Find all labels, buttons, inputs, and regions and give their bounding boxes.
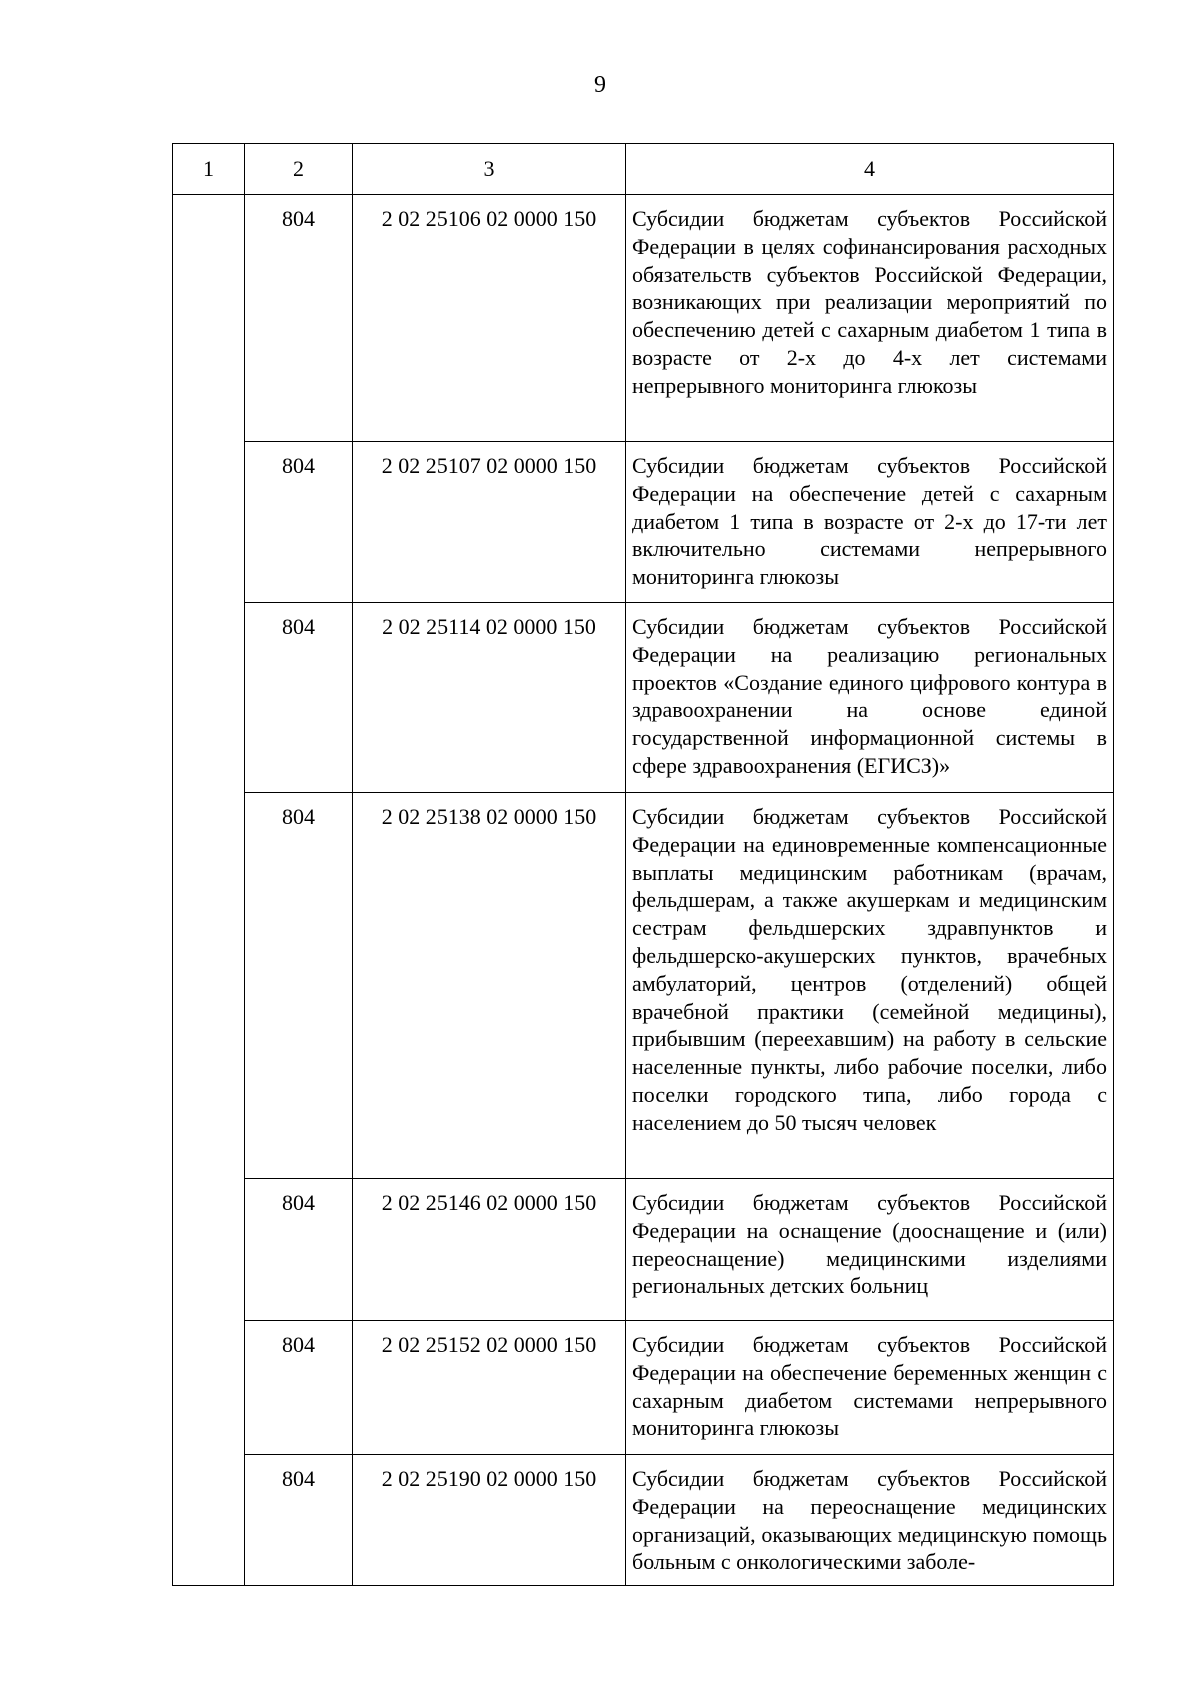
table-row <box>173 793 1114 1179</box>
header-col-4: 4 <box>626 144 1114 195</box>
description-cell: Субсидии бюджетам субъектов Российской Федерации на обеспечение беременных женщин с сахарным диабетом системами непрерывного мониторинга глюкозы <box>626 1321 1114 1455</box>
description-cell: Субсидии бюджетам субъектов Российской Федерации на единовременные компенсационные выплаты медицинским работникам (врачам, фельдшерам, а также акушеркам и медицинским сестрам фельдшерских здравпунктов и фельдшерско-акушерских пунктов, врачебных амбулаторий, центров (отделений) общей врачебной практики (семейной медицины), прибывшим (переехавшим) на работу в сельские населенные пункты, либо рабочие поселки, либо поселки городского типа, либо города с населением до 50 тысяч человек <box>626 793 1114 1179</box>
budget-code-cell: 2 02 25146 02 0000 150 <box>353 1179 626 1321</box>
description-cell: Субсидии бюджетам субъектов Российской Федерации на реализацию региональных проектов «Создание единого цифрового контура в здравоохранении на основе единой государственной информационной системы в сфере здравоохранения (ЕГИСЗ)» <box>626 603 1114 793</box>
header-col-2: 2 <box>245 144 353 195</box>
budget-code-cell: 2 02 25138 02 0000 150 <box>353 793 626 1179</box>
description-cell: Субсидии бюджетам субъектов Российской Федерации на обеспечение детей с сахарным диабетом 1 типа в возрасте от 2-х до 17-ти лет включительно системами непрерывного мониторинга глюкозы <box>626 442 1114 603</box>
row-col1-cell <box>173 195 245 1586</box>
admin-code-cell: 804 <box>245 195 353 442</box>
admin-code-cell: 804 <box>245 1455 353 1586</box>
budget-code-cell: 2 02 25106 02 0000 150 <box>353 195 626 442</box>
description-cell: Субсидии бюджетам субъектов Российской Федерации на оснащение (дооснащение и (или) переоснащение) медицинскими изделиями региональных детских больниц <box>626 1179 1114 1321</box>
budget-code-cell: 2 02 25152 02 0000 150 <box>353 1321 626 1455</box>
table-row <box>173 1321 1114 1455</box>
header-col-1: 1 <box>173 144 245 195</box>
admin-code-cell: 804 <box>245 1179 353 1321</box>
admin-code-cell: 804 <box>245 442 353 603</box>
table-row <box>173 442 1114 603</box>
budget-codes-table <box>172 143 1114 1586</box>
table-row <box>173 195 1114 442</box>
table-row <box>173 603 1114 793</box>
table-header <box>173 144 1114 195</box>
budget-code-cell: 2 02 25190 02 0000 150 <box>353 1455 626 1586</box>
description-cell: Субсидии бюджетам субъектов Российской Федерации в целях софинансирования расходных обязательств субъектов Российской Федерации, возникающих при реализации мероприятий по обеспечению детей с сахарным диабетом 1 типа в возрасте от 2-х до 4-х лет системами непрерывного мониторинга глюкозы <box>626 195 1114 442</box>
page-number: 9 <box>594 72 606 98</box>
budget-code-cell: 2 02 25107 02 0000 150 <box>353 442 626 603</box>
table-row <box>173 1455 1114 1586</box>
admin-code-cell: 804 <box>245 1321 353 1455</box>
admin-code-cell: 804 <box>245 793 353 1179</box>
admin-code-cell: 804 <box>245 603 353 793</box>
table-body <box>173 195 1114 1586</box>
budget-code-cell: 2 02 25114 02 0000 150 <box>353 603 626 793</box>
description-cell: Субсидии бюджетам субъектов Российской Федерации на переоснащение медицинских организаций, оказывающих медицинскую помощь больным с онкологическими заболе- <box>626 1455 1114 1586</box>
table-row <box>173 1179 1114 1321</box>
header-col-3: 3 <box>353 144 626 195</box>
